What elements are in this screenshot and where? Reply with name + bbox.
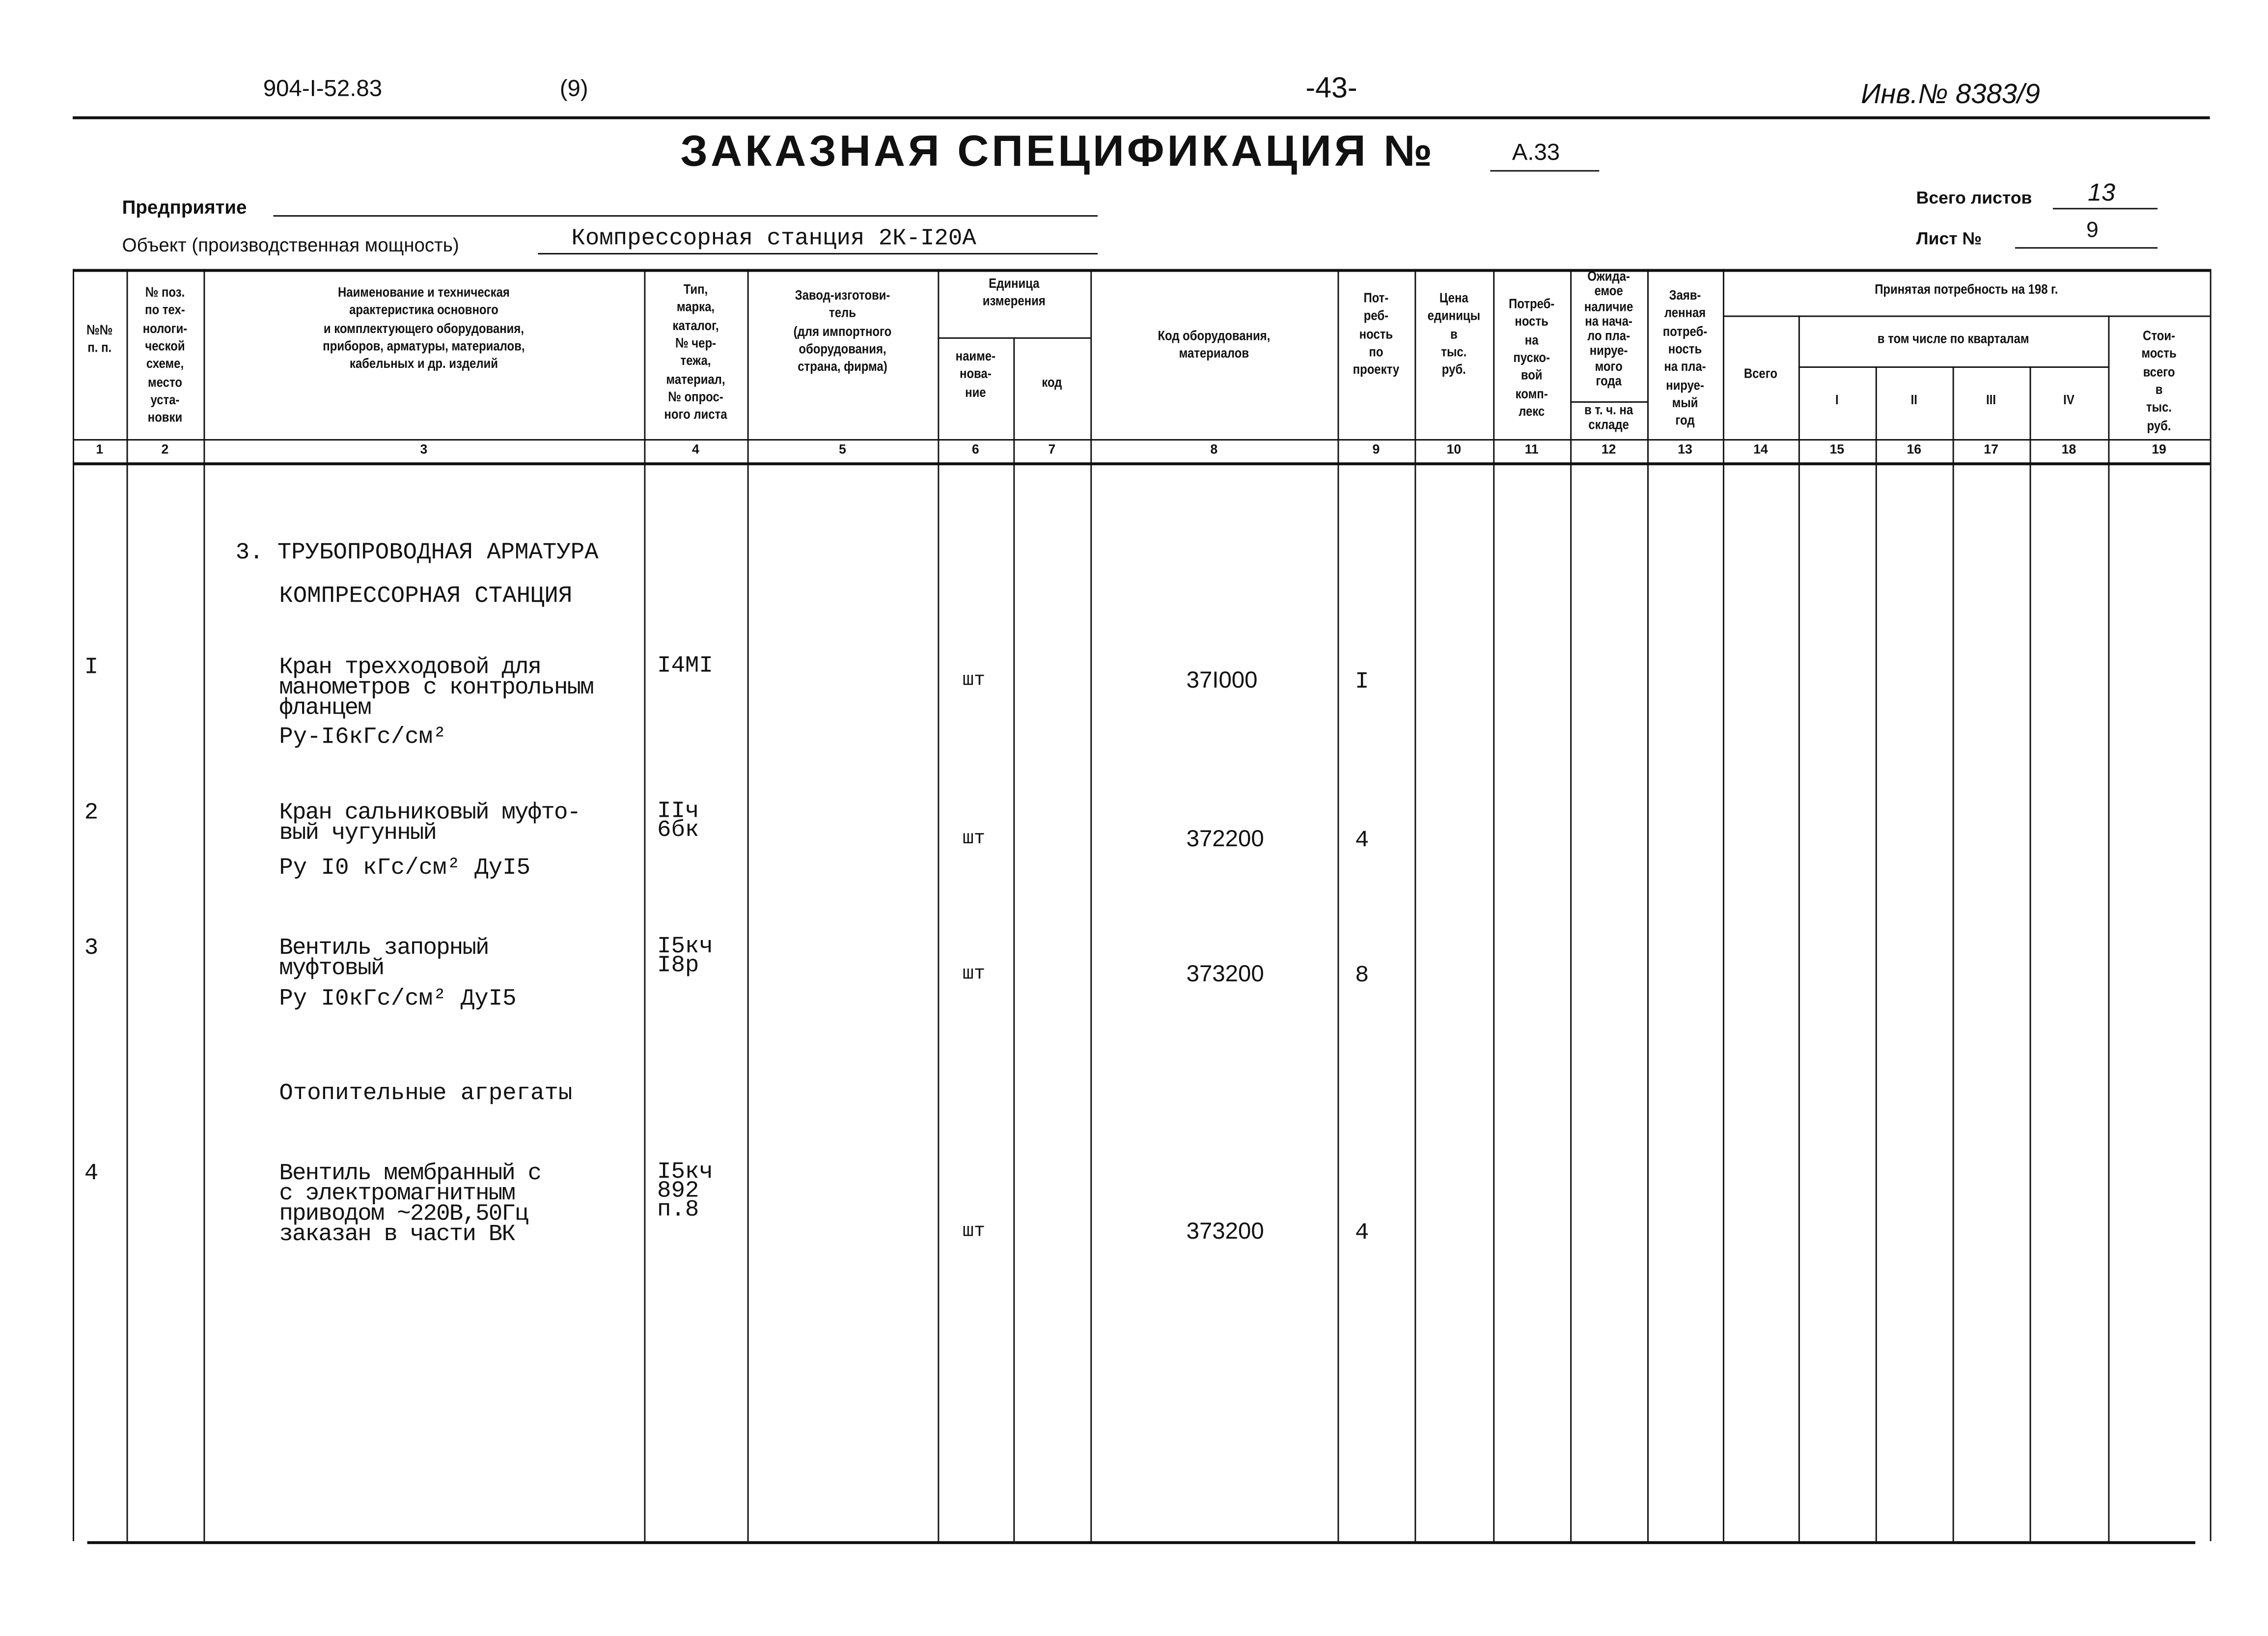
header-bottom-rule [73, 439, 2210, 441]
column-header: №№ п. п. [86, 323, 113, 357]
doc-code: 904-I-52.83 [263, 77, 383, 102]
column-number: 6 [971, 442, 979, 457]
column-number: 8 [1210, 442, 1218, 457]
column-number: 5 [839, 442, 846, 457]
item-type: I5кч 892 п.8 [657, 1159, 713, 1223]
column-header: № поз. по тех- нологи- ческой схеме, место уста- новки [142, 285, 188, 427]
column-number: 16 [1907, 442, 1922, 457]
sheet-line [2015, 247, 2157, 249]
section-subtitle: КОМПРЕССОРНАЯ СТАНЦИЯ [279, 583, 573, 610]
column-number: 10 [1446, 442, 1462, 457]
column-header: Единица измерения [982, 276, 1046, 310]
column-number: 13 [1678, 442, 1692, 457]
column-line [2108, 315, 2110, 1541]
column-header: Всего [1743, 366, 1777, 383]
column-header: Заяв- ленная потреб- ность на пла- нируе- мый год [1662, 288, 1708, 430]
part-number: (9) [559, 77, 588, 102]
item-unit: шт [962, 827, 985, 849]
item-spec: Ру-I6кГс/см² [279, 724, 447, 750]
item-unit: шт [962, 1220, 985, 1242]
column-header: в т. ч. на складе [1584, 403, 1633, 434]
item-name: Кран сальниковый муфто- вый чугунный [279, 800, 581, 846]
column-header: Пот- реб- ность по проекту [1353, 291, 1400, 379]
item-quantity: 4 [1355, 1220, 1369, 1246]
item-code: 373200 [1186, 1220, 1264, 1245]
column-line [1493, 269, 1495, 1541]
column-line [747, 269, 749, 1541]
item-code: 373200 [1186, 962, 1264, 988]
column-line [2030, 366, 2032, 1541]
accepted-split-rule [1723, 315, 2210, 317]
column-header: Ожида- емое наличие на нача- ло пла- нируе- мого года [1584, 269, 1633, 389]
sheet-label: Лист № [1916, 228, 1982, 249]
column-number: 17 [1984, 442, 1998, 457]
column-number: 11 [1524, 442, 1539, 457]
column-header: код [1042, 375, 1062, 391]
column-line [73, 269, 75, 1541]
column-header: Стои- мость всего в тыс. руб. [2141, 329, 2177, 435]
document-title: ЗАКАЗНАЯ СПЕЦИФИКАЦИЯ № [680, 128, 1436, 176]
column-number: 12 [1601, 442, 1616, 457]
column-number: 14 [1753, 442, 1768, 457]
column-line [1414, 269, 1416, 1541]
row-number: 2 [84, 800, 99, 826]
column-line [938, 269, 940, 1541]
column-line [1876, 366, 1878, 1541]
column-header: Код оборудования, материалов [1158, 329, 1271, 363]
column-number: 3 [420, 442, 428, 457]
column-line [1090, 269, 1092, 1541]
row-number: 4 [84, 1160, 99, 1187]
spec-number: А.33 [1512, 141, 1560, 166]
column-number: 7 [1048, 442, 1056, 457]
column-line [1647, 269, 1649, 1541]
column-number-rule [73, 462, 2210, 464]
page-number: -43- [1305, 73, 1357, 105]
table-top-border [73, 269, 2210, 271]
item-name: Вентиль мембранный с с электромагнитным приводом ~220В,50Гц заказан в части ВК [279, 1160, 541, 1248]
spec-number-underline [1490, 170, 1599, 171]
row-number: I [84, 654, 99, 681]
item-type: I4MI [657, 653, 713, 679]
column-number: 19 [2152, 442, 2166, 457]
item-code: 37I000 [1186, 668, 1258, 694]
column-line [1013, 337, 1015, 1541]
column-header: Тип, марка, каталог, № чер- тежа, материал, № опрос- ного листа [664, 282, 727, 424]
subsection-title: Отопительные агрегаты [279, 1080, 573, 1107]
column-header: I [1835, 392, 1839, 409]
column-line [1570, 269, 1572, 1541]
column-header: наиме- нова- ние [955, 349, 996, 401]
row-number: 3 [84, 935, 99, 961]
item-unit: шт [962, 962, 985, 985]
column-header: III [1986, 392, 1996, 409]
top-rule [73, 116, 2210, 118]
item-type: I5кч I8р [657, 933, 713, 979]
enterprise-line [274, 215, 1098, 217]
column-line [644, 269, 646, 1541]
column-number: 9 [1372, 442, 1380, 457]
column-header: в том числе по кварталам [1877, 331, 2029, 348]
item-quantity: I [1355, 668, 1369, 695]
item-spec: Ру I0 кГс/см² ДуI5 [279, 855, 531, 881]
column-line [1337, 269, 1339, 1541]
column-header: II [1910, 392, 1917, 409]
column-number: 2 [161, 442, 169, 457]
total-sheets-label: Всего листов [1916, 187, 2032, 208]
total-sheets: 13 [2087, 179, 2116, 207]
column-line [127, 269, 129, 1541]
column-line [2210, 269, 2212, 1541]
column-number: 4 [692, 442, 699, 457]
column-number: 1 [96, 442, 104, 457]
column-header: Цена единицы в тыс. руб. [1427, 291, 1481, 379]
item-quantity: 4 [1355, 827, 1369, 854]
column-header: IV [2063, 392, 2074, 409]
item-name: Кран трехходовой для манометров с контрольным фланцем [279, 654, 593, 721]
item-type: IIч 6бк [657, 798, 699, 843]
column-number: 15 [1829, 442, 1845, 457]
column-line [1953, 366, 1955, 1541]
object-value: Компрессорная станция 2К-I20А [571, 225, 976, 252]
column-header: Потреб- ность на пуско- вой комп- лекс [1509, 296, 1555, 420]
column-line [1798, 315, 1800, 1541]
column-header: Завод-изготови- тель (для импортного оборудования, страна, фирма) [793, 288, 892, 376]
object-line [538, 253, 1098, 254]
column-number: 18 [2061, 442, 2076, 457]
section-title: 3. ТРУБОПРОВОДНАЯ АРМАТУРА [235, 539, 599, 566]
item-quantity: 8 [1355, 962, 1369, 989]
item-unit: шт [962, 668, 985, 691]
column-line [1723, 269, 1725, 1541]
total-sheets-line [2053, 208, 2157, 209]
inventory-number: Инв.№ 8383/9 [1861, 80, 2040, 111]
object-label: Объект (производственная мощность) [122, 234, 459, 256]
column-header: Наименование и техническая арактеристика основного и комплектующего оборудования, приборов, арматуры, материалов, кабельных и др. изделий [323, 285, 525, 373]
sheet-number: 9 [2086, 218, 2099, 243]
item-name: Вентиль запорный муфтовый [279, 935, 489, 982]
table-bottom-border [87, 1541, 2195, 1543]
column-header: Принятая потребность на 198 г. [1875, 282, 2058, 298]
item-spec: Ру I0кГс/см² ДуI5 [279, 986, 517, 1012]
enterprise-label: Предприятие [122, 196, 247, 219]
column-line [203, 269, 205, 1541]
item-code: 372200 [1186, 827, 1264, 852]
